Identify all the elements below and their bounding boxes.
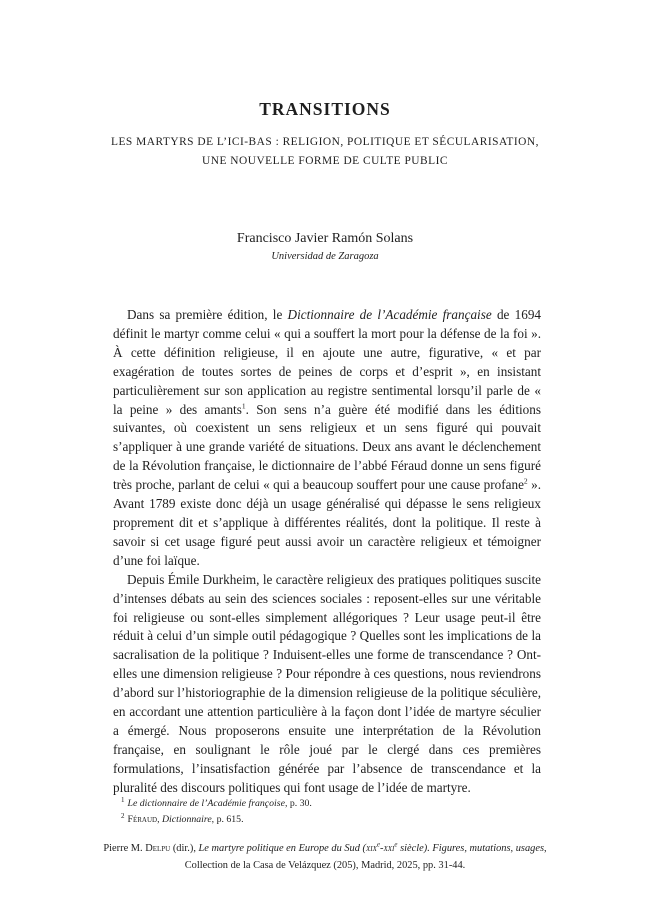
footnote-number: 1 (121, 795, 125, 804)
subtitle-line-2: UNE NOUVELLE FORME DE CULTE PUBLIC (202, 155, 448, 167)
paragraph-2: Depuis Émile Durkheim, le caractère religieux des pratiques politiques suscite d’intenses débats au sein des sciences sociales : reposent-elles sur une véritable foi religieuse ou sont-elles simplement allégoriques ? Leur usage peut-il être réduit à celui d’un simple outil pédagogique ? Quelles sont les implications de la sacralisation de la politique ? Induisent-elles une forme de transcendance ? Ont-elles une dimension religieuse ? Pour répondre à ces questions, nous reviendrons d’abord sur l’historiographie de la dimension religieuse de la politique séculière, en accordant une attention particulière à la façon dont l’idée de martyre séculier a émergé. Nous proposerons ensuite une interprétation de la Révolution française, en soulignant le rôle joué par le clergé dans ces premières formulations, l’insatisfaction générée par l’absence de transcendance et la pluralité des discours politiques qui font usage de l’idée de martyre. (113, 571, 541, 795)
citation-line-2: Collection de la Casa de Velázquez (205), Madrid, 2025, pp. 31-44. (184, 860, 466, 871)
book-citation (60, 840, 590, 874)
century-start: xix (366, 843, 377, 854)
citation-comma: , (544, 843, 547, 854)
footnote-title: Le dictionnaire de l’Académie françoise (127, 798, 285, 809)
footnote-text: , p. 615. (211, 814, 244, 825)
p1-text-e: ». Avant 1789 existe donc déjà un usage généralisé qui dépasse le sens religieux proprement dit et s’applique à différentes réalités, dont la politique. Il reste à savoir si cet usage figuré peut aussi avoir un caractère religieux et témoigner d’une foi laïque. (113, 477, 541, 568)
century-dash: - (380, 843, 384, 854)
body-text (113, 306, 541, 798)
editor-first-name: Pierre M. (103, 843, 146, 854)
century-end-sup: e (394, 840, 398, 849)
footnote-2: $^2$ Féraud, Dictionnaire, p. 615. (121, 811, 244, 825)
author-block (0, 230, 650, 264)
book-title (198, 840, 544, 854)
century-end: xxi (383, 843, 395, 854)
footnote-number: 2 (121, 811, 125, 820)
subtitle-line-1: LES MARTYRS DE L’ICI-BAS : RELIGION, POLITIQUE ET SÉCULARISATION, (111, 136, 539, 148)
p1-text-c: de 1694 définit le martyr comme celui « qui a souffert la mort pour la défense de la foi ». À cette définition religieuse, il en ajoute une autre, figurative, « et par exagération de toutes sortes de peines de corps et d’esprit », en insistant particulièrement sur son application au registre sentimental lorsqu’il parle de « la peine » des amants (113, 307, 542, 417)
book-title-b: siècle). Figures, mutations, usages (397, 843, 544, 854)
p1-text-d: . Son sens n’a guère été modifié dans les éditions suivantes, où coexistent un sens religieux et un sens figuré qui pouvait s’appliquer à une grande variété de situations. Deux ans avant le déclenchement de la Révolution française, le dictionnaire de l’abbé Féraud donne un sens figuré très proche, parlant de celui « qui a beaucoup souffert pour une cause profane (113, 401, 541, 493)
footnote-author: Féraud (127, 814, 158, 825)
footnote-text: , p. 30. (284, 798, 312, 809)
editor-role: (dir.), (170, 843, 199, 854)
footnote-ref-1[interactable]: 1 (241, 401, 246, 411)
footnote-title: Dictionnaire (161, 814, 212, 825)
editor-last-name: Delpu (145, 843, 171, 854)
p1-text-a: Dans sa première édition, le (127, 307, 288, 322)
paragraph-1 (113, 306, 541, 571)
author-affiliation: Universidad de Zaragoza (271, 251, 379, 262)
footnote-1 (121, 796, 541, 812)
dictionary-title: Dictionnaire de l’Académie française (287, 307, 492, 322)
book-title-a: Le martyre politique en Europe du Sud ( (198, 843, 367, 854)
citation-line-1 (60, 840, 590, 857)
footnote-ref-2[interactable]: 2 (523, 476, 528, 486)
century-start-sup: e (376, 840, 381, 849)
author-name: Francisco Javier Ramón Solans (236, 231, 414, 246)
chapter-subtitle (100, 133, 550, 171)
section-title: TRANSITIONS (259, 99, 391, 119)
footnotes (121, 796, 541, 828)
